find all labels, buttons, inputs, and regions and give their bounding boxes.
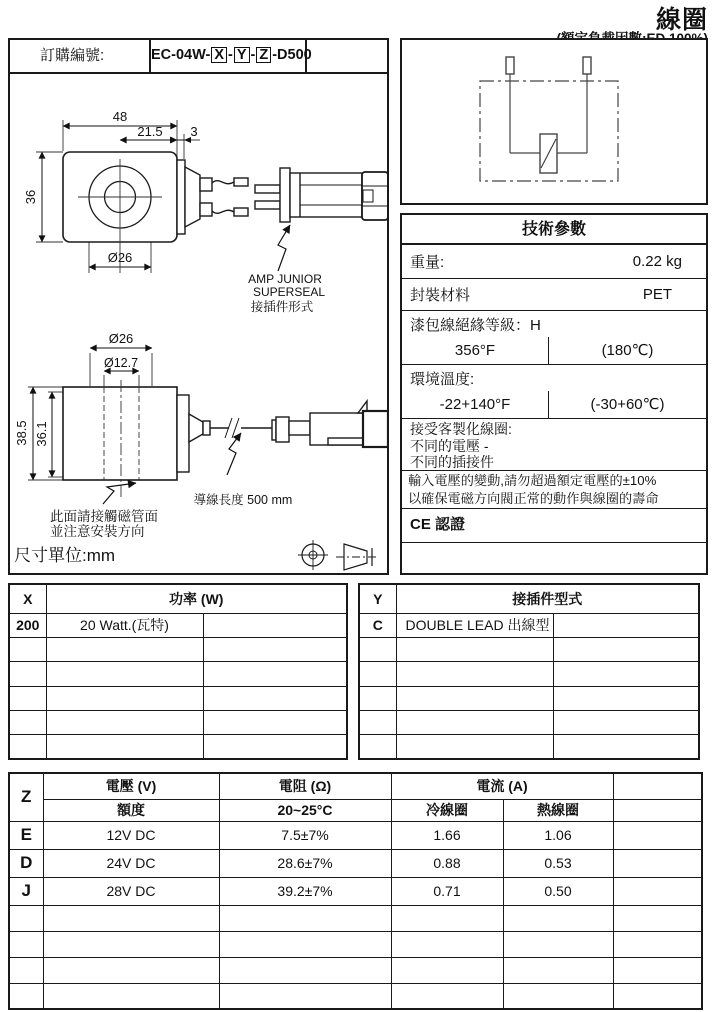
x-header-row: [9, 584, 347, 613]
order-number-row: [10, 40, 387, 74]
connector-front-drawing: [177, 160, 387, 234]
dim-offset-21-5: 21.5: [137, 124, 163, 139]
order-code-y: Y: [234, 47, 250, 63]
unit-note: 尺寸單位:mm: [14, 546, 116, 565]
x-row: [9, 686, 347, 710]
y-type-cell: DOUBLE LEAD 出線型: [396, 613, 553, 637]
insulation-row: [402, 311, 706, 365]
ce-certification-row: CE 認證: [402, 509, 706, 543]
dim-width-48: 48: [112, 109, 128, 124]
tech-params-title: 技術參數: [402, 215, 706, 245]
y-row: [359, 613, 699, 637]
order-number-label: 訂購編號:: [40, 47, 105, 64]
z-row-d: [9, 849, 702, 877]
dim-bore-26: Ø26: [107, 250, 133, 265]
order-code-x: X: [211, 47, 227, 63]
y-key-header: Y: [359, 584, 396, 613]
connector-note-line3: 接插件形式: [250, 300, 314, 314]
order-code-sep1: -: [228, 47, 233, 63]
cold-current-cell: 0.71: [391, 877, 503, 905]
resistance-header: 電阻 (Ω): [219, 773, 391, 799]
dim-height-36: 36: [23, 189, 38, 205]
order-code-suffix: -D500: [272, 47, 312, 63]
z-extra-cell: [613, 821, 702, 849]
projection-symbol: [298, 540, 378, 570]
customization-row: [402, 419, 706, 471]
z-code-cell: J: [9, 877, 43, 905]
current-header: 電流 (A): [391, 773, 613, 799]
x-row: [9, 710, 347, 734]
mount-note-line2: 並注意安裝方向: [50, 524, 145, 539]
ambient-label: 環境溫度:: [410, 371, 475, 388]
x-row: [9, 735, 347, 759]
voltage-cell: 12V DC: [43, 821, 219, 849]
ambient-fahrenheit: -22+140°F: [439, 396, 511, 413]
hot-current-cell: 0.53: [503, 849, 613, 877]
dim-tab-3: 3: [190, 124, 198, 139]
drawing-panel: [8, 38, 389, 575]
connector-side-drawing: [177, 395, 387, 472]
y-row: [359, 638, 699, 662]
y-extra-cell: [553, 613, 699, 637]
z-header-row1: [9, 773, 702, 799]
rated-header: 額度: [43, 799, 219, 821]
x-code-cell: 200: [9, 613, 46, 637]
voltage-cell: 28V DC: [43, 877, 219, 905]
ambient-celsius: (-30+60℃): [548, 391, 706, 418]
insulation-fahrenheit: 356°F: [454, 342, 496, 359]
temp-header: 20~25°C: [219, 799, 391, 821]
cold-current-cell: 0.88: [391, 849, 503, 877]
dim-side-outer-26: Ø26: [108, 331, 134, 346]
z-row-e: [9, 821, 702, 849]
z-row-empty: [9, 983, 702, 1009]
hot-current-cell: 0.50: [503, 877, 613, 905]
side-view-drawing: [14, 331, 387, 570]
insulation-celsius: (180℃): [548, 337, 706, 364]
y-connector-table: [358, 583, 700, 760]
customization-line1: 接受客製化線圈:: [410, 421, 512, 437]
customization-line3: 不同的插接件: [410, 454, 494, 470]
resistance-cell: 39.2±7%: [219, 877, 391, 905]
z-row-empty: [9, 957, 702, 983]
z-key-header: Z: [9, 773, 43, 821]
mount-note-line1: 此面請接觸磁管面: [50, 509, 158, 524]
z-row-empty: [9, 931, 702, 957]
z-header-row2: [9, 799, 702, 821]
page-title: 線圈: [655, 6, 708, 34]
y-header-row: [359, 584, 699, 613]
cold-current-cell: 1.66: [391, 821, 503, 849]
coil-schematic: [402, 40, 706, 203]
voltage-note-row: [402, 471, 706, 509]
x-power-header: 功率 (W): [46, 584, 347, 613]
ambient-row: [402, 365, 706, 419]
resistance-cell: 28.6±7%: [219, 849, 391, 877]
mount-note-arrow: [103, 483, 136, 504]
x-row: [9, 638, 347, 662]
front-view-drawing: [23, 109, 387, 314]
order-code-prefix: EC-04W-: [151, 47, 211, 63]
dimension-drawing: [10, 74, 387, 573]
x-key-header: X: [9, 584, 46, 613]
customization-line2: 不同的電壓 -: [410, 437, 489, 454]
z-voltage-table: [8, 772, 703, 1010]
x-power-cell: 20 Watt.(瓦特): [46, 613, 203, 637]
z-extra-cell: [613, 849, 702, 877]
connector-note-line1: AMP JUNIOR: [248, 272, 322, 286]
z-extra-header: [613, 799, 702, 821]
material-label: 封裝材料: [410, 287, 471, 304]
cold-coil-header: 冷線圈: [391, 799, 503, 821]
x-power-table: [8, 583, 348, 760]
y-code-cell: C: [359, 613, 396, 637]
wire-length-arrow: [227, 433, 241, 475]
dim-side-38-5: 38.5: [14, 420, 29, 446]
connector-callout-arrow: [278, 225, 290, 271]
voltage-cell: 24V DC: [43, 849, 219, 877]
y-row: [359, 735, 699, 759]
dim-side-36-1: 36.1: [34, 421, 49, 447]
schematic-panel: [400, 38, 708, 205]
order-code-sep2: -: [250, 47, 256, 63]
voltage-note-line2: 以確保電磁方向閥正常的動作與線圈的壽命: [408, 491, 659, 506]
z-code-cell: D: [9, 849, 43, 877]
z-extra-header: [613, 773, 702, 799]
weight-value: 0.22 kg: [632, 253, 682, 270]
z-row-empty: [9, 905, 702, 931]
hot-coil-header: 熱線圈: [503, 799, 613, 821]
voltage-header: 電壓 (V): [43, 773, 219, 799]
insulation-label: 漆包線絕緣等級：H: [410, 317, 541, 334]
material-row: [402, 279, 706, 311]
weight-label: 重量:: [410, 254, 445, 271]
x-extra-cell: [203, 613, 347, 637]
z-row-j: [9, 877, 702, 905]
y-row: [359, 686, 699, 710]
voltage-note-line1: 輸入電壓的變動,請勿超過額定電壓的±10%: [408, 473, 657, 488]
dim-side-inner-12-7: Ø12.7: [103, 356, 139, 370]
connector-note-line2: SUPERSEAL: [252, 285, 326, 299]
order-code-z: Z: [256, 47, 271, 63]
z-extra-cell: [613, 877, 702, 905]
z-code-cell: E: [9, 821, 43, 849]
x-row: [9, 613, 347, 637]
tech-params-panel: [400, 213, 708, 575]
x-row: [9, 662, 347, 686]
wire-length-note: 導線長度 500 mm: [193, 493, 293, 507]
y-row: [359, 710, 699, 734]
order-number-code: [149, 40, 312, 72]
weight-row: [402, 245, 706, 279]
resistance-cell: 7.5±7%: [219, 821, 391, 849]
y-row: [359, 662, 699, 686]
material-value: PET: [642, 286, 672, 303]
y-connector-header: 接插件型式: [396, 584, 699, 613]
hot-current-cell: 1.06: [503, 821, 613, 849]
